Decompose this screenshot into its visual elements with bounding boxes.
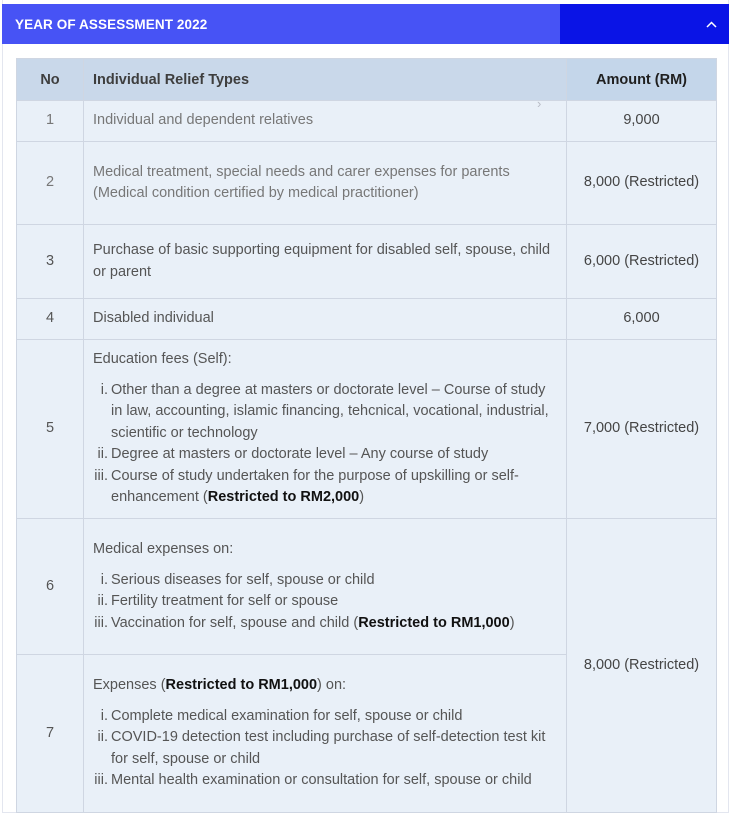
row-number: 7	[17, 655, 84, 813]
relief-type: Individual and dependent relatives	[84, 101, 567, 142]
row-number: 6	[17, 519, 84, 655]
collapse-toggle-button[interactable]	[560, 4, 729, 44]
table-row	[17, 142, 717, 225]
relief-sublist	[93, 570, 557, 635]
column-header-no: No	[17, 59, 84, 101]
accordion-title-bar[interactable]	[2, 4, 560, 44]
restriction-note: Restricted to RM1,000	[165, 677, 318, 694]
accordion-header[interactable]	[2, 4, 729, 44]
relief-type: Purchase of basic supporting equipment for disabled self, spouse, child or parent	[84, 225, 567, 299]
table-row	[17, 519, 717, 655]
row-number: 2	[17, 142, 84, 225]
list-item: ii. COVID-19 detection test including purchase of self-detection test kit for self, spouse or child	[97, 729, 546, 767]
relief-table-container	[16, 58, 716, 813]
table-row	[17, 299, 717, 340]
list-item: ii. Degree at masters or doctorate level – Any course of study	[97, 446, 489, 463]
chevron-right-icon: ›	[537, 96, 542, 111]
table-row	[17, 101, 717, 142]
restriction-note: Restricted to RM1,000	[358, 614, 510, 631]
table-row	[17, 225, 717, 299]
relief-type	[84, 519, 567, 655]
table-header-row	[17, 59, 717, 101]
relief-type	[84, 340, 567, 519]
row-number: 5	[17, 340, 84, 519]
column-header-type: Individual Relief Types	[84, 59, 567, 101]
relief-amount: 6,000 (Restricted)	[567, 225, 717, 299]
relief-type-heading: Education fees (Self):	[93, 351, 232, 368]
relief-sublist	[93, 706, 557, 792]
list-item: i. Serious diseases for self, spouse or child	[100, 571, 375, 588]
relief-amount: 7,000 (Restricted)	[567, 340, 717, 519]
relief-amount: 8,000 (Restricted)	[567, 142, 717, 225]
list-item: iii. Vaccination for self, spouse and child (Restricted to RM1,000)	[94, 614, 515, 631]
relief-type	[84, 655, 567, 813]
relief-type: Medical treatment, special needs and carer expenses for parents (Medical condition certified by medical practitioner)	[84, 142, 567, 225]
accordion-title: YEAR OF ASSESSMENT 2022	[15, 16, 208, 32]
restriction-note: Restricted to RM2,000	[207, 489, 360, 506]
relief-amount: 9,000	[567, 101, 717, 142]
row-number: 4	[17, 299, 84, 340]
list-item: iii. Course of study undertaken for the purpose of upskilling or self-enhancement (Restricted to RM2,000)	[94, 467, 519, 506]
list-item: i. Complete medical examination for self, spouse or child	[100, 707, 463, 724]
row-number: 3	[17, 225, 84, 299]
row-number: 1	[17, 101, 84, 142]
relief-table	[16, 58, 717, 813]
relief-sublist	[93, 380, 557, 509]
column-header-amount: Amount (RM)	[567, 59, 717, 101]
list-item: ii. Fertility treatment for self or spouse	[97, 593, 339, 609]
relief-type-heading: Expenses (Restricted to RM1,000) on:	[93, 677, 347, 694]
chevron-up-icon	[706, 21, 717, 28]
list-item: i. Other than a degree at masters or doctorate level – Course of study in law, accounting, islamic financing, tehcnical, vocational, industrial, scientific or technology	[100, 381, 549, 441]
relief-type-heading: Medical expenses on:	[93, 541, 234, 557]
relief-type: Disabled individual	[84, 299, 567, 340]
relief-amount: 6,000	[567, 299, 717, 340]
list-item: iii. Mental health examination or consultation for self, spouse or child	[94, 772, 532, 789]
table-row	[17, 340, 717, 519]
relief-amount: 8,000 (Restricted)	[567, 519, 717, 813]
